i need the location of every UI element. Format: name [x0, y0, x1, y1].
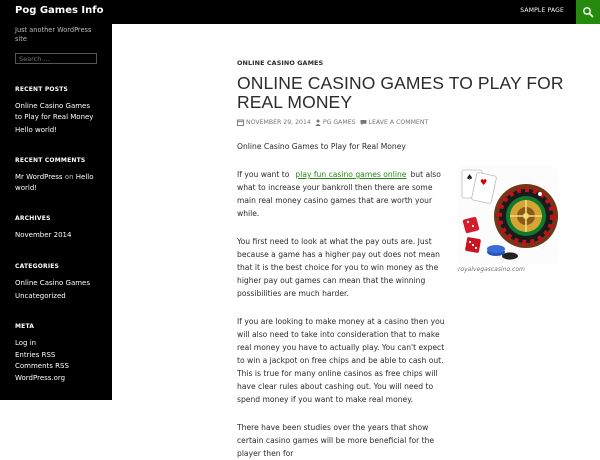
recent-post-link[interactable]: Online Casino Games to Play for Real Money	[15, 102, 94, 121]
comment-post-link[interactable]: Hello world!	[15, 173, 94, 192]
sidebar	[0, 24, 112, 400]
meta-list	[15, 338, 97, 383]
post-date-link[interactable]: NOVEMBER 29, 2014	[246, 119, 311, 126]
recent-posts-title: RECENT POSTS	[15, 86, 69, 93]
archives-list	[15, 230, 97, 241]
post-paragraph: You first need to look at what the pay outs are. Just because a game has a higher pay out does not mean that it is the best choice for you to win money as the higher pay out games can mean that the winning possibilities are much harder.	[237, 237, 440, 298]
comment-on-label: on	[64, 173, 74, 181]
calendar-icon	[237, 119, 244, 126]
post-paragraph: There have been studies over the years that show certain casino games will be more beneficial for the player then for	[237, 423, 435, 458]
post-lead: Online Casino Games to Play for Real Money	[237, 142, 406, 151]
recent-posts-list	[15, 101, 97, 135]
site-header	[0, 0, 600, 24]
archive-link[interactable]: November 2014	[15, 231, 72, 239]
recent-post-link[interactable]: Hello world!	[15, 125, 58, 134]
nav-item-sample-page[interactable]: SAMPLE PAGE	[520, 7, 564, 14]
roulette-casino-image	[458, 166, 558, 264]
category-link[interactable]: Online Casino Games	[15, 278, 91, 287]
search-toggle-button[interactable]	[576, 0, 600, 24]
recent-comments-list	[15, 172, 97, 193]
figure-caption: royalvegascasino.com	[458, 266, 525, 273]
archives-title: ARCHIVES	[15, 215, 51, 222]
meta-link-comments-rss[interactable]: Comments RSS	[15, 362, 69, 370]
category-link[interactable]: Uncategorized	[15, 291, 66, 300]
post-author-link[interactable]: PG GAMES	[322, 119, 356, 126]
post-paragraph	[237, 168, 449, 220]
site-tagline: Just another WordPress site	[15, 26, 92, 43]
post-category-link[interactable]: ONLINE CASINO GAMES	[237, 59, 324, 67]
meta-title: META	[15, 323, 35, 330]
svg-text:♥: ♥	[480, 178, 488, 187]
meta-link-wordpress-org[interactable]: WordPress.org	[15, 373, 66, 382]
site-title[interactable]: Pog Games Info	[15, 5, 104, 16]
paragraph-text: but also what to increase your bankroll then there are some main real money casino games that are worth your while.	[237, 170, 441, 218]
comment-author-link[interactable]: Mr WordPress	[15, 173, 63, 181]
search-icon	[582, 6, 594, 18]
post-paragraph: If you are looking to make money at a casino then you will also need to take into consideration that to make real money you have to actually play. You can't expect to win a jackpot on free chips and be able to cash out. This is true for many online casinos as free chips will have clear rules about cashing out. You will need to spend money if you want to make real money.	[237, 317, 445, 404]
svg-text:♠: ♠	[466, 173, 474, 182]
post-figure	[458, 166, 558, 273]
meta-link-entries-rss[interactable]: Entries RSS	[15, 350, 56, 359]
comment-icon	[360, 119, 367, 126]
categories-title: CATEGORIES	[15, 262, 60, 270]
user-icon	[315, 119, 321, 126]
meta-link-login[interactable]: Log in	[15, 339, 37, 347]
leave-comment-link[interactable]: LEAVE A COMMENT	[368, 119, 429, 126]
play-casino-games-link[interactable]: play fun casino games online	[295, 170, 407, 179]
categories-list	[15, 278, 97, 302]
search-input[interactable]	[15, 53, 97, 64]
paragraph-text: If you want to	[237, 170, 290, 179]
post-meta	[237, 119, 567, 126]
post-title: ONLINE CASINO GAMES TO PLAY FOR REAL MONEY	[237, 73, 564, 112]
recent-comments-title: RECENT COMMENTS	[15, 157, 86, 164]
